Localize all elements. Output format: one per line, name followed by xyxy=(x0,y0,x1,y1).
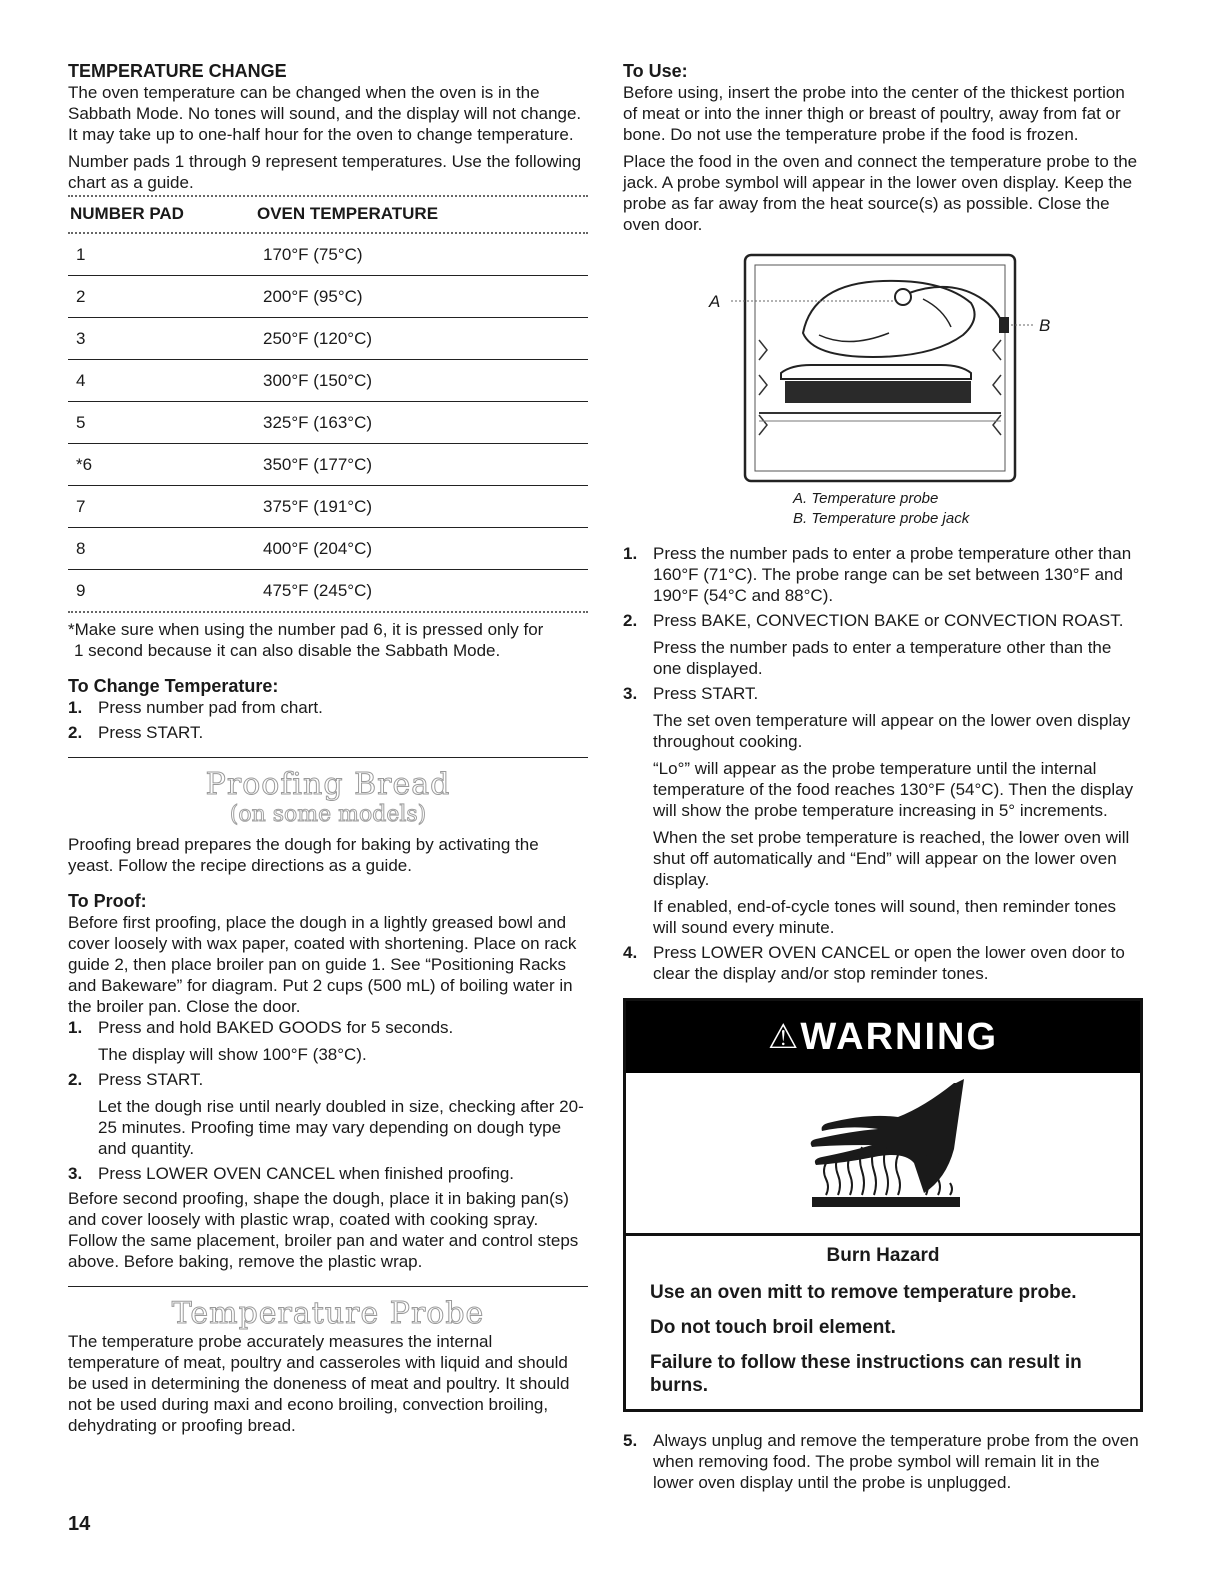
probe-final-step xyxy=(623,1430,1143,1493)
list-item xyxy=(68,1163,588,1184)
number-pads-intro: Number pads 1 through 9 represent temperatures. Use the following chart as a guide. xyxy=(68,152,582,192)
step-text: Press START. xyxy=(653,684,759,703)
table-row xyxy=(68,486,588,528)
table-cell-pad: 3 xyxy=(76,329,86,348)
step-body xyxy=(653,942,1143,984)
second-proofing-instructions: Before second proofing, shape the dough, place it in baking pan(s) and cover loosely with plastic wrap, coated with cooking spray. Follow the same placement, broiler pan and water and control steps above. Before baking, remove the plastic wrap. xyxy=(68,1189,579,1271)
table-cell-pad: *6 xyxy=(76,455,93,474)
table-cell-temp: 170°F (75°C) xyxy=(263,245,363,264)
to-use-intro: Before using, insert the probe into the center of the thickest portion of meat or into the inner thigh or breast of poultry, away from fat or bone. Do not use the temperature probe if the food is frozen. xyxy=(623,83,1125,144)
figure-label-a: A xyxy=(709,292,721,311)
step-text: Press the number pads to enter a probe temperature other than 160°F (71°C). The probe range can be set between 130°F and 190°F (54°C and 88°C). xyxy=(653,544,1132,605)
list-item xyxy=(623,543,1143,606)
warning-line-mitt: Use an oven mitt to remove temperature probe. xyxy=(650,1282,1077,1303)
proofing-steps xyxy=(68,1017,588,1184)
to-use-placement: Place the food in the oven and connect the temperature probe to the jack. A probe symbol will appear in the lower oven display. Keep the probe as far away from the heat source(s) as possible. Close the oven door. xyxy=(623,152,1138,234)
step-body xyxy=(98,722,588,743)
step-note: “Lo°” will appear as the probe temperature until the internal temperature of the food reaches 130°F (54°C). Then the display will show the probe temperature increasing in 5° increments. xyxy=(653,759,1134,820)
list-item xyxy=(623,683,1143,938)
oven-probe-diagram xyxy=(623,245,1143,485)
step-number: 2. xyxy=(623,611,638,630)
to-proof-heading: To Proof: xyxy=(68,891,147,911)
step-note: If enabled, end-of-cycle tones will sound, then reminder tones will sound every minute. xyxy=(653,897,1117,937)
header-number-pad: NUMBER PAD xyxy=(70,204,184,223)
step-text: Press START. xyxy=(98,1070,204,1089)
table-cell-temp: 350°F (177°C) xyxy=(263,455,373,474)
table-cell-temp: 200°F (95°C) xyxy=(263,287,363,306)
warning-box xyxy=(623,998,1143,1412)
table-footnote xyxy=(68,619,588,661)
header-oven-temperature: OVEN TEMPERATURE xyxy=(257,204,439,223)
change-temperature-steps xyxy=(68,697,588,743)
step-number: 1. xyxy=(68,1018,83,1037)
table-cell-pad: 8 xyxy=(76,539,86,558)
figure-caption xyxy=(623,489,1143,529)
step-note: Press the number pads to enter a temperature other than the one displayed. xyxy=(653,638,1112,678)
table-row xyxy=(68,234,588,276)
step-number: 3. xyxy=(623,684,638,703)
step-number: 1. xyxy=(623,544,638,563)
table-row xyxy=(68,360,588,402)
footnote-line: *Make sure when using the number pad 6, it is pressed only for xyxy=(68,620,544,639)
temperature-probe-title: Temperature Probe xyxy=(171,1296,485,1331)
page-number: 14 xyxy=(68,1513,91,1535)
temperature-probe-intro: The temperature probe accurately measures the internal temperature of meat, poultry and casseroles with liquid and should be used in determining the doneness of meat and poultry. It should not be used during maxi and econo broiling, convection broiling, dehydrating or proofing bread. xyxy=(68,1332,570,1435)
table-row xyxy=(68,402,588,444)
oven-probe-illustration xyxy=(623,245,1143,485)
step-note: Let the dough rise until nearly doubled in size, checking after 20-25 minutes. Proofing time may vary depending on dough type and quantity. xyxy=(98,1097,584,1158)
table-cell-temp: 375°F (191°C) xyxy=(263,497,373,516)
table-row xyxy=(68,528,588,570)
list-item xyxy=(68,1069,588,1159)
list-item xyxy=(68,697,588,718)
footnote-line: 1 second because it can also disable the Sabbath Mode. xyxy=(74,641,501,660)
change-temperature-heading: To Change Temperature: xyxy=(68,676,279,696)
proofing-intro: Proofing bread prepares the dough for baking by activating the yeast. Follow the recipe directions as a guide. xyxy=(68,835,539,875)
caption-temperature-probe: A. Temperature probe xyxy=(793,490,939,507)
step-text: Press and hold BAKED GOODS for 5 seconds. xyxy=(98,1018,454,1037)
warning-line-broil: Do not touch broil element. xyxy=(650,1317,896,1338)
right-column xyxy=(623,60,1143,1497)
step-number: 3. xyxy=(68,1164,83,1183)
temperature-change-heading: TEMPERATURE CHANGE xyxy=(68,61,287,81)
left-column xyxy=(68,60,588,1442)
table-row xyxy=(68,444,588,486)
list-item xyxy=(623,1430,1143,1493)
step-number: 5. xyxy=(623,1431,638,1450)
step-text: Press START. xyxy=(98,723,204,742)
table-header xyxy=(68,197,588,232)
step-text: Press BAKE, CONVECTION BAKE or CONVECTION ROAST. xyxy=(653,611,1124,630)
step-text: Press LOWER OVEN CANCEL when finished proofing. xyxy=(98,1164,515,1183)
step-body xyxy=(653,543,1143,606)
table-row xyxy=(68,276,588,318)
table-cell-temp: 475°F (245°C) xyxy=(263,581,373,600)
table-row xyxy=(68,570,588,611)
step-body xyxy=(98,1163,588,1184)
step-text: Always unplug and remove the temperature probe from the oven when removing food. The probe symbol will remain lit in the lower oven display until the probe is unplugged. xyxy=(653,1431,1139,1492)
step-note: The display will show 100°F (38°C). xyxy=(98,1045,367,1064)
temperature-table xyxy=(68,195,588,613)
table-cell-pad: 1 xyxy=(76,245,86,264)
table-cell-pad: 2 xyxy=(76,287,86,306)
table-cell-temp: 325°F (163°C) xyxy=(263,413,373,432)
list-item xyxy=(68,1017,588,1065)
table-cell-pad: 5 xyxy=(76,413,86,432)
step-body xyxy=(98,697,588,718)
table-cell-temp: 300°F (150°C) xyxy=(263,371,373,390)
warning-triangle-icon: ⚠ xyxy=(767,1018,801,1056)
list-item xyxy=(623,610,1143,679)
table-cell-temp: 400°F (204°C) xyxy=(263,539,373,558)
probe-use-steps xyxy=(623,543,1143,984)
table-row xyxy=(68,318,588,360)
warning-header xyxy=(626,1001,1140,1073)
table-cell-pad: 4 xyxy=(76,371,86,390)
figure-label-b: B xyxy=(1039,316,1051,335)
step-note: The set oven temperature will appear on the lower oven display throughout cooking. xyxy=(653,711,1131,751)
step-body xyxy=(98,1017,588,1065)
proofing-bread-title: Proofing Bread xyxy=(205,767,451,802)
table-bottom-rule xyxy=(68,611,588,613)
temperature-change-intro: The oven temperature can be changed when the oven is in the Sabbath Mode. No tones will sound, and the display will not change. It may take up to one-half hour for the oven to change temperature. xyxy=(68,83,582,144)
table-cell-pad: 7 xyxy=(76,497,86,516)
step-number: 2. xyxy=(68,723,83,742)
step-text: Press LOWER OVEN CANCEL or open the lower oven door to clear the display and/or stop reminder tones. xyxy=(653,943,1125,983)
list-item xyxy=(623,942,1143,984)
to-use-heading: To Use: xyxy=(623,61,688,81)
caption-temperature-probe-jack: B. Temperature probe jack xyxy=(793,510,970,527)
to-proof-instructions: Before first proofing, place the dough in a lightly greased bowl and cover loosely with wax paper, coated with shortening. Place on rack guide 2, then place broiler pan on guide 1. See “Positioning Racks and Bakeware” for diagram. Put 2 cups (500 mL) of boiling water in the broiler pan. Close the door. xyxy=(68,913,577,1016)
list-item xyxy=(68,722,588,743)
step-note: When the set probe temperature is reached, the lower oven will shut off automatically and “End” will appear on the lower oven display. xyxy=(653,828,1130,889)
warning-text xyxy=(626,1236,1140,1409)
warning-title: WARNING xyxy=(800,1016,999,1058)
step-number: 4. xyxy=(623,943,638,962)
step-body xyxy=(653,610,1143,679)
proofing-bread-subtitle: (on some models) xyxy=(229,802,427,827)
table-cell-pad: 9 xyxy=(76,581,86,600)
hand-burn-icon xyxy=(626,1073,1140,1233)
step-text: Press number pad from chart. xyxy=(98,698,323,717)
step-body xyxy=(653,683,1143,938)
step-number: 2. xyxy=(68,1070,83,1089)
step-body xyxy=(98,1069,588,1159)
table-body xyxy=(68,234,588,611)
burn-hazard-illustration xyxy=(626,1073,1140,1236)
warning-line-failure: Failure to follow these instructions can result in burns. xyxy=(650,1352,1082,1396)
table-cell-temp: 250°F (120°C) xyxy=(263,329,373,348)
step-number: 1. xyxy=(68,698,83,717)
burn-hazard-label: Burn Hazard xyxy=(826,1245,940,1266)
